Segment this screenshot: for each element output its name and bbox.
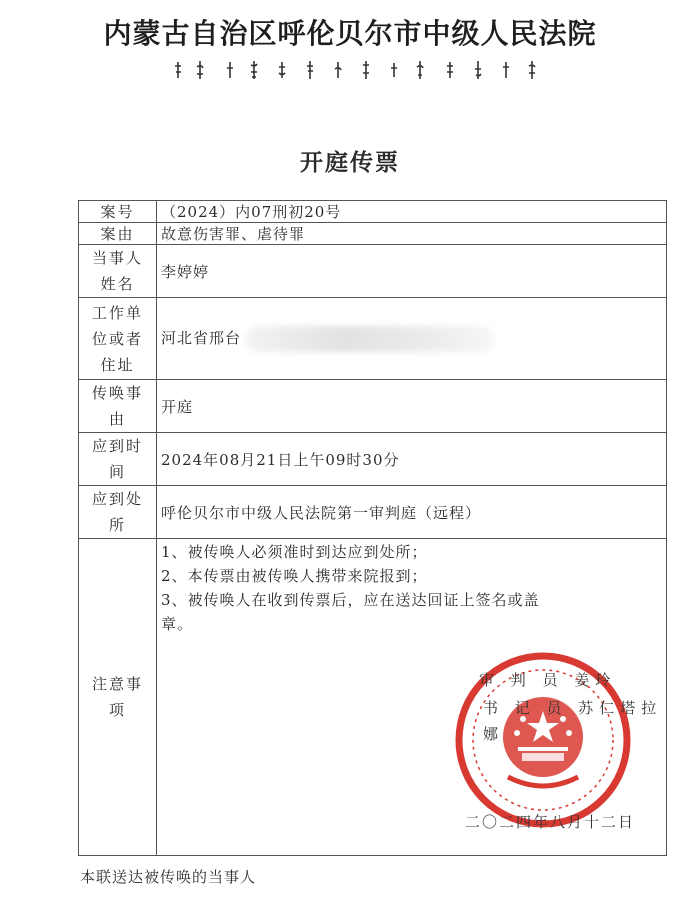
note-item-3: 3、被传唤人在收到传票后，应在送达回证上签名或盖 (161, 591, 540, 609)
party-label-line-2: 姓名 (100, 275, 135, 293)
note-item-4: 章。 (161, 615, 194, 633)
appearance-place-value: 呼伦贝尔市中级人民法院第一审判庭（远程） (157, 486, 667, 539)
case-number-label: 案号 (79, 201, 157, 223)
court-name-heading: 内蒙古自治区呼伦贝尔市中级人民法院 (103, 17, 597, 50)
note-item-1: 1、被传唤人必须准时到达应到处所； (161, 543, 428, 561)
document-title: 开庭传票 (300, 149, 400, 176)
appearance-time-label (79, 433, 157, 486)
address-text: 河北省邢台 (161, 328, 242, 347)
notes-cell (157, 539, 667, 856)
party-name-value: 李婷婷 (157, 245, 667, 298)
summons-reason-value: 开庭 (157, 380, 667, 433)
summons-reason-label-line-1: 传唤事 (91, 384, 143, 402)
case-cause-row (79, 223, 667, 245)
case-cause-value: 故意伤害罪、虐待罪 (157, 223, 667, 245)
mongolian-script-line (170, 58, 550, 82)
appearance-time-row (79, 433, 667, 486)
appearance-time-label-line-2: 间 (108, 463, 126, 481)
address-label-line-2: 位或者 (91, 329, 143, 348)
address-label-line-1: 工作单 (91, 303, 143, 322)
address-row (79, 298, 667, 380)
judge-signature-line: 审 判 员 姜玲 (479, 671, 617, 689)
issue-date: 二〇二四年八月十二日 (465, 813, 636, 831)
party-label (79, 245, 157, 298)
appearance-place-row (79, 486, 667, 539)
appearance-place-label-line-1: 应到处 (91, 490, 143, 508)
appearance-place-label (79, 486, 157, 539)
notes-label-line-2: 项 (108, 701, 126, 719)
note-item-2: 2、本传票由被传唤人携带来院报到； (161, 567, 428, 585)
summons-reason-label-line-2: 由 (108, 410, 126, 428)
appearance-time-label-line-1: 应到时 (91, 437, 143, 455)
redacted-address-blur (245, 326, 495, 352)
summons-reason-row (79, 380, 667, 433)
clerk-signature-line-2: 娜 (483, 725, 505, 743)
summons-reason-label (79, 380, 157, 433)
case-number-row (79, 201, 667, 223)
case-number-value: （2024）内07刑初20号 (157, 201, 667, 223)
appearance-time-value: 2024年08月21日上午09时30分 (157, 433, 667, 486)
address-value (157, 298, 667, 380)
notes-row (79, 539, 667, 856)
notes-label (79, 539, 157, 856)
address-label (79, 298, 157, 380)
clerk-signature-line: 书 记 员 苏仁塔拉 (483, 699, 663, 717)
party-label-line-1: 当事人 (91, 249, 143, 267)
summons-table (78, 200, 667, 856)
address-label-line-3: 住址 (100, 355, 135, 374)
appearance-place-label-line-2: 所 (108, 516, 126, 534)
party-row (79, 245, 667, 298)
case-cause-label: 案由 (79, 223, 157, 245)
delivery-note: 本联送达被传唤的当事人 (80, 868, 257, 886)
notes-label-line-1: 注意事 (91, 675, 143, 693)
notes-content (157, 539, 666, 852)
